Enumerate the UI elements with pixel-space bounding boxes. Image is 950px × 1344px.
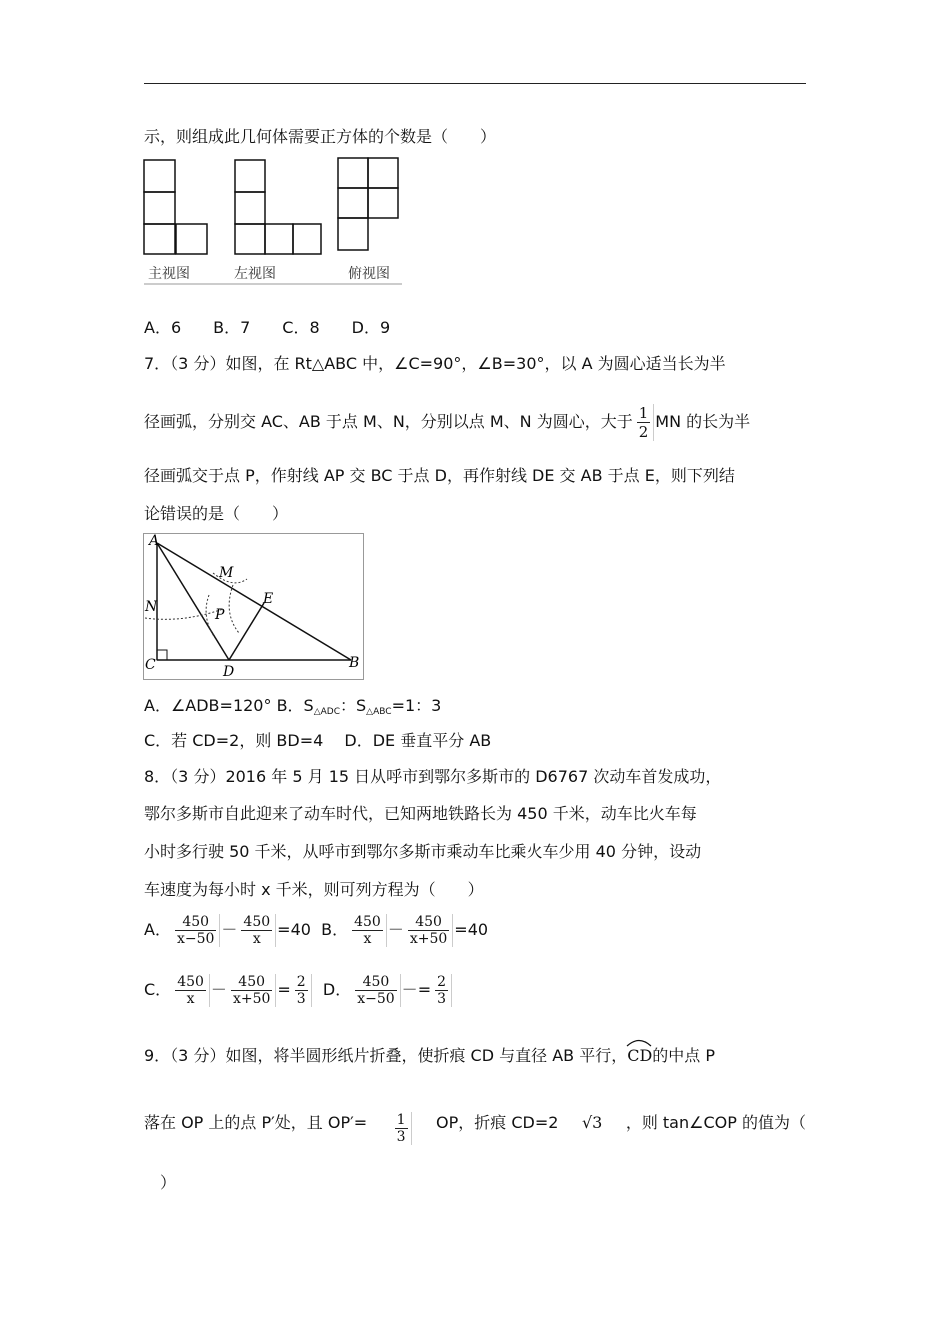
- arc-cd: CD: [627, 1045, 652, 1067]
- fraction: $\frac{450}{x}$: [172, 974, 210, 1007]
- q7-line-4: 论错误的是（ ）: [144, 504, 289, 523]
- front-view-cell: [144, 160, 175, 192]
- q9-line-2b: OP，折痕 CD=2: [436, 1113, 559, 1132]
- side-view-cell: [265, 224, 293, 254]
- side-view-cell: [235, 160, 265, 192]
- header-rule: [144, 83, 806, 84]
- side-view-cell: [293, 224, 321, 254]
- fraction: $\frac{450}{x+50}$: [405, 914, 453, 947]
- q8-line-1-text: 8．（3 分）2016 年 5 月 15 日从呼市到鄂尔多斯市的 D6767 次动车首发成功，: [144, 767, 722, 786]
- frac-num: 1: [638, 404, 649, 422]
- side-view-cell: [235, 224, 265, 254]
- q7-line-2: [144, 404, 750, 441]
- q7-opt-a: A．∠ADB=120° B．S: [144, 696, 314, 715]
- q6-three-views-figure: [142, 156, 404, 288]
- q7-options-cd: C．若 CD=2，则 BD=4 D．DE 垂直平分 AB: [144, 731, 492, 750]
- q9-line-1a: 9．（3 分）如图，将半圆形纸片折叠，使折痕 CD 与直径 AB 平行，: [144, 1046, 628, 1065]
- q7-line-2b: MN 的长为半: [655, 412, 751, 431]
- fraction: $\frac{450}{x}$: [238, 914, 276, 947]
- front-view-cell: [144, 224, 175, 254]
- front-view-label: 主视图: [148, 266, 190, 282]
- q7-opt-end: =1：3: [391, 696, 442, 715]
- q8-options-ab: A． $\frac{450}{x-50}$ － $\frac{450}{x}$ =40 B． $\frac{450}{x}$ － $\frac{450}{x+50}$ =40: [144, 914, 489, 947]
- top-view-cell: [338, 158, 368, 188]
- top-view-cell: [338, 188, 368, 218]
- q6-options: A．6 B．7 C．8 D．9: [144, 318, 391, 337]
- label-E: E: [263, 591, 274, 607]
- q9-line-2a: 落在 OP 上的点 P′处，且 OP′=: [144, 1113, 368, 1132]
- fraction: $\frac{450}{x-50}$: [172, 914, 220, 947]
- top-view-cell: [368, 188, 398, 218]
- label-B: B: [349, 655, 360, 671]
- q7-line-3: 径画弧交于点 P，作射线 AP 交 BC 于点 D，再作射线 DE 交 AB 于点 E，则下列结: [144, 466, 735, 485]
- fraction: $\frac{450}{x-50}$: [352, 974, 400, 1007]
- fraction: $\frac{450}{x+50}$: [228, 974, 276, 1007]
- q9-line-3: ）: [144, 1173, 177, 1192]
- q6-text: 示，则组成此几何体需要正方体的个数是（ ）: [144, 127, 497, 146]
- q8-label-a: A．: [144, 920, 171, 939]
- q7-line-1: [144, 353, 806, 375]
- q8-line-1: [144, 766, 806, 788]
- top-view-cell: [338, 218, 368, 250]
- fraction: $\frac{2}{3}$: [292, 974, 312, 1007]
- q7-line-2a: 径画弧，分别交 AC、AB 于点 M、N，分别以点 M、N 为圆心，大于: [144, 412, 633, 431]
- q9-line-2c: ，则 tan∠COP 的值为（: [625, 1113, 806, 1132]
- q8-label-d: D．: [322, 980, 352, 999]
- label-M: M: [219, 565, 234, 581]
- label-A: A: [149, 533, 160, 549]
- q7-triangle-figure: [143, 533, 365, 681]
- q8-line-4: 车速度为每小时 x 千米，则可列方程为（ ）: [144, 880, 484, 899]
- side-view-label: 左视图: [234, 266, 276, 282]
- q9-line-1b: 的中点 P: [652, 1046, 716, 1065]
- label-C: C: [145, 657, 156, 673]
- q7-options-ab: [144, 695, 441, 723]
- front-view-cell: [144, 192, 175, 224]
- fraction-third: $\frac{1}{3}$: [392, 1112, 412, 1145]
- sqrt-three: √3: [581, 1113, 603, 1132]
- fraction-half: [634, 404, 655, 441]
- q9-line-2: [144, 1112, 806, 1145]
- q8-label-b: B．: [321, 920, 349, 939]
- q7-sub-adc: △ADC: [313, 707, 340, 717]
- fraction: $\frac{2}{3}$: [432, 974, 452, 1007]
- front-view-cell: [176, 224, 207, 254]
- q8-line-2: 鄂尔多斯市自此迎来了动车时代，已知两地铁路长为 450 千米，动车比火车每: [144, 804, 697, 823]
- side-view-cell: [235, 192, 265, 224]
- q8-line-3: 小时多行驶 50 千米，从呼市到鄂尔多斯市乘动车比乘火车少用 40 分钟，设动: [144, 842, 702, 861]
- q7-sub-abc: △ABC: [366, 707, 392, 717]
- q7-line-1-text: 7．（3 分）如图，在 Rt△ABC 中，∠C=90°，∠B=30°，以 A 为圆心适当长为半: [144, 354, 726, 373]
- label-D: D: [223, 664, 235, 680]
- q8-options-cd: C． $\frac{450}{x}$ － $\frac{450}{x+50}$ = $\frac{2}{3}$ D． $\frac{450}{x-50}$ －= $\frac{2}{3}$: [144, 974, 453, 1007]
- label-N: N: [145, 599, 158, 615]
- q9-line-1: [144, 1045, 806, 1067]
- q8-label-c: C．: [144, 980, 172, 999]
- top-view-cell: [368, 158, 398, 188]
- frac-den: 2: [638, 423, 649, 441]
- label-P: P: [215, 607, 225, 623]
- q7-opt-mid: ：S: [340, 696, 367, 715]
- top-view-label: 俯视图: [348, 266, 390, 282]
- fraction: $\frac{450}{x}$: [349, 914, 387, 947]
